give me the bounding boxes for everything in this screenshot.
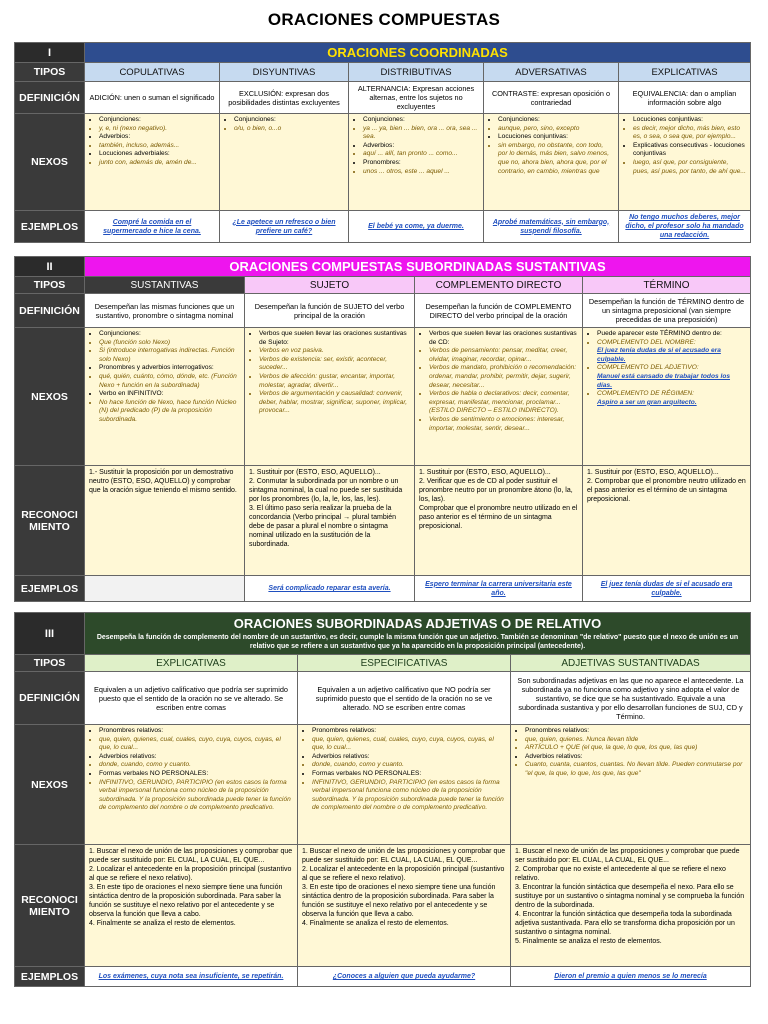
def-cell: Desempeñan la función de SUJETO del verbo principal de la oración: [245, 294, 415, 328]
def-cell: Desempeñan las mismas funciones que un sustantivo, pronombre o sintagma nominal: [85, 294, 245, 328]
nexo-item: • Adverbios relativos:: [312, 753, 506, 762]
nexo-item: • Verbos que suelen llevar las oraciones sustantivas de Sujeto:: [259, 330, 410, 347]
nexo-item: • donde, cuando, como y cuanto.: [99, 761, 293, 770]
row-label-nexos: NEXOS: [15, 725, 85, 845]
row-label-definicion: DEFINICIÓN: [15, 82, 85, 114]
nexo-item: • Locuciones conjuntivas:: [633, 116, 746, 125]
section-coordinadas: [14, 42, 751, 243]
nexo-item: • Verbos que suelen llevar las oraciones sustantivas de CD:: [429, 330, 578, 347]
example-link[interactable]: El juez tenía dudas de si el acusado era culpable.: [597, 347, 721, 363]
nexos-cell: [85, 328, 245, 466]
row-label-definicion: DEFINICIÓN: [15, 672, 85, 725]
def-cell: ALTERNANCIA: Expresan acciones alternas, entre los sujetos no excluyentes: [349, 82, 484, 114]
def-cell: EXCLUSIÓN: expresan dos posibilidades distintas excluyentes: [220, 82, 349, 114]
nexo-item: • Adverbios relativos:: [525, 753, 746, 762]
nexo-item: • INFINITIVO, GERUNDIO, PARTICIPIO (en estos casos la forma verbal impersonal funciona como núcleo de la proposición subordinada. Y la proposición subordinada puede tener la función de complemento del nombre o de complemento predicativo.: [312, 779, 506, 813]
nexo-item: • unos ... otros, este ... aquel ...: [363, 168, 479, 177]
nexo-item: • o/u, o bien, o...o: [234, 125, 344, 134]
def-cell: Desempeñan la función de TÉRMINO dentro de un sintagma preposicional (van siempre precedidas de una preposición): [583, 294, 751, 328]
example-link[interactable]: Espero terminar la carrera universitaria este año.: [415, 576, 583, 602]
nexo-item: • ARTÍCULO + QUE (el que, la que, lo que, los que, las que): [525, 744, 746, 753]
nexo-item: • Pronombres y adverbios interrogativos:: [99, 364, 240, 373]
nexos-cell: [349, 114, 484, 211]
nexo-item: • Que (función solo Nexo): [99, 339, 240, 348]
nexo-item: • Adverbios:: [363, 142, 479, 151]
nexo-item: • donde, cuando, como y cuanto.: [312, 761, 506, 770]
nexo-item: • Pronombres:: [363, 159, 479, 168]
nexo-item: • que, quien, quienes. Nunca llevan tilde: [525, 736, 746, 745]
example-link[interactable]: No tengo muchos deberes, mejor dicho, el profesor solo ha mandado una redacción.: [619, 211, 751, 243]
nexo-item: • INFINITIVO, GERUNDIO, PARTICIPIO (en estos casos la forma verbal impersonal funciona como núcleo de la proposición subordinada. Y la proposición subordinada puede tener la función de complemento del nombre o de complemento predicativo.: [99, 779, 293, 813]
page-title: ORACIONES COMPUESTAS: [267, 10, 501, 29]
nexo-item: • luego, así que, por consiguiente, pues, así pues, por tanto, de ahí que...: [633, 159, 746, 176]
nexo-item: • aquí ... allí, tan pronto ... como...: [363, 150, 479, 159]
row-label-nexos: NEXOS: [15, 328, 85, 466]
row-label-definicion: DEFINICIÓN: [15, 294, 85, 328]
example-link[interactable]: Aspiro a ser un gran arquitecto.: [597, 398, 697, 406]
example-link[interactable]: Aprobé matemáticas, sin embargo, suspendí filosofía.: [484, 211, 619, 243]
def-cell: Son subordinadas adjetivas en las que no aparece el antecedente. La subordinada ya no funciona como adjetivo y sino adopta el valor de sustantivo, se dice que se ha sustantivado. Equivale a una subordinada sustantiva y por ello desarrollan funciones de SUJ, CD y Término.: [511, 672, 751, 725]
rec-cell: 1. Sustituir por (ESTO, ESO, AQUELLO)... 2. Comprobar que el pronombre neutro utilizado en el paso anterior es el término de un sintagma preposicional.: [583, 466, 751, 576]
nexo-item: • Cuanto, cuanta, cuantos, cuantas. No llevan tilde. Pueden conmutarse por "el que, la que, lo que, los que, las que": [525, 761, 746, 778]
row-label-ejemplos: EJEMPLOS: [15, 211, 85, 243]
nexo-item: • Verbos de habla o declarativos: decir, comentar, expresar, manifestar, mencionar, proclamar... (ESTILO DIRECTO – ESTILO INDIRECTO).: [429, 390, 578, 416]
section-heading: ORACIONES COMPUESTAS SUBORDINADAS SUSTANTIVAS: [85, 257, 751, 277]
nexo-item: • Locuciones adverbiales:: [99, 150, 215, 159]
nexo-item: • qué, quién, cuánto, cómo, dónde, etc. (Función Nexo + función en la subordinada): [99, 373, 240, 390]
nexo-item: • Conjunciones:: [498, 116, 614, 125]
nexo-item: • Puede aparecer este TÉRMINO dentro de:: [597, 330, 746, 339]
section-sustantivas: [14, 256, 751, 602]
row-label-ejemplos: EJEMPLOS: [15, 576, 85, 602]
nexo-item: • COMPLEMENTO DE RÉGIMEN:: [597, 390, 746, 399]
nexos-cell: [245, 328, 415, 466]
section-heading-title: ORACIONES SUBORDINADAS ADJETIVAS O DE RELATIVO: [233, 616, 602, 631]
nexos-cell: [619, 114, 751, 211]
section-heading: [85, 613, 751, 655]
def-cell: ADICIÓN: unen o suman el significado: [85, 82, 220, 114]
nexo-item: • Formas verbales NO PERSONALES:: [99, 770, 293, 779]
label-line: MIENTO: [29, 905, 70, 918]
nexo-item: • Si (introduce interrogativas indirectas. Función solo Nexo): [99, 347, 240, 364]
nexo-item: • y, e, ni (nexo negativo).: [99, 125, 215, 134]
nexos-cell: [85, 725, 298, 845]
nexo-item: • Locuciones conjuntivas:: [498, 133, 614, 142]
rec-cell: 1. Buscar el nexo de unión de las proposiciones y comprobar que puede ser sustituido por: EL CUAL, LA CUAL, EL QUE... 2. Comprobar que no existe el antecedente al que se refiere el nexo relativo. 3. Encontrar la función sintáctica que desempeña el nexo. Para ello se sustituye por un sustantivo o sintagma nominal y se comprueba la función dentro de la subordinada. 4. Encontrar la función sintáctica que desempeña toda la subordinada adjetiva sustantivada. Para ello se transforma dicha proposición por un sustantivo o sintagma nominal. 5. Finalmente se analiza el resto de elementos.: [511, 845, 751, 967]
example-empty: [85, 576, 245, 602]
nexo-item: • Verbos de mandato, prohibición o recomendación: ordenar, mandar, prohibir, permitir, dejar, sugerir, desear, necesitar...: [429, 364, 578, 390]
def-cell: Equivalen a un adjetivo calificativo que NO podría ser suprimido puesto que el sentido de la oración no se ve alterado. NO se escriben entre comas: [298, 672, 511, 725]
nexo-item: • aunque, pero, sino, excepto: [498, 125, 614, 134]
nexos-cell: [484, 114, 619, 211]
nexos-cell: [85, 114, 220, 211]
nexo-item: • Explicativas consecutivas - locuciones conjuntivas: [633, 142, 746, 159]
nexo-item: • COMPLEMENTO DEL NOMBRE:: [597, 339, 746, 348]
def-cell: Equivalen a un adjetivo calificativo que podría ser suprimido puesto que el sentido de la oración no se ve alterado. Se escriben entre comas: [85, 672, 298, 725]
nexo-item: • Conjunciones:: [99, 330, 240, 339]
nexo-item: • Formas verbales NO PERSONALES:: [312, 770, 506, 779]
section-number: I: [15, 43, 85, 63]
nexo-item: • Verbos de afección: gustar, encantar, importar, molestar, agradar, divertir...: [259, 373, 410, 390]
nexo-item: • Verbo en INFINITIVO:: [99, 390, 240, 399]
nexo-item: • No hace función de Nexo, hace función Núcleo (N) del predicado (P) de la proposición subordinada.: [99, 399, 240, 425]
row-label-tipos: TIPOS: [15, 63, 85, 82]
nexo-item: • Conjunciones:: [234, 116, 344, 125]
section-description: Desempeña la función de complemento del nombre de un sustantivo, es decir, cumple la misma función que un adjetivo. También se denominan "de relativo" puesto que el nexo de unión es un relativo que se refiere a un sustantivo que ya ha aparecido en la proposición principal (antecedente).: [96, 634, 739, 650]
example-link[interactable]: Será complicado reparar esta avería.: [245, 576, 415, 602]
rec-cell: 1. Buscar el nexo de unión de las proposiciones y comprobar que puede ser sustituido por: EL CUAL, LA CUAL, EL QUE... 2. Localizar el antecedente en la proposición principal (sustantivo al que se refiere el nexo relativo). 3. En este tipo de oraciones el nexo siempre tiene una función sintáctica dentro de la proposición subordinada. Para saber la función se sustituye el nexo relativo por el antecedente y se observa la función que lleva a cabo. 4. Finalmente se analiza el resto de elementos.: [298, 845, 511, 967]
tipo-disyuntivas: DISYUNTIVAS: [220, 63, 349, 82]
nexo-item: • Verbos de argumentación y causalidad: convenir, deber, hablar, mostrar, significar, suponer, implicar, provocar...: [259, 390, 410, 416]
tipo-explicativas: EXPLICATIVAS: [85, 655, 298, 672]
nexo-item: • que, quien, quienes, cual, cuales, cuyo, cuya, cuyos, cuyas, el que, lo cual...: [99, 736, 293, 753]
example-link[interactable]: El juez tenía dudas de si el acusado era culpable.: [583, 576, 751, 602]
nexo-item: • Verbos de existencia: ser, existir, acontecer, suceder...: [259, 356, 410, 373]
nexo-item: • ya ... ya, bien ... bien, ora ... ora, sea ... sea.: [363, 125, 479, 142]
nexos-cell: [511, 725, 751, 845]
nexo-item: • Pronombres relativos:: [525, 727, 746, 736]
tipo-distributivas: DISTRIBUTIVAS: [349, 63, 484, 82]
tipo-sustantivas: SUSTANTIVAS: [85, 277, 245, 294]
nexos-cell: [298, 725, 511, 845]
row-label-ejemplos: EJEMPLOS: [15, 967, 85, 987]
nexo-item: • junto con, además de, amén de...: [99, 159, 215, 168]
nexo-item: • Conjunciones:: [363, 116, 479, 125]
rec-cell: 1. Buscar el nexo de unión de las proposiciones y comprobar que puede ser sustituido por: EL CUAL, LA CUAL, EL QUE... 2. Localizar el antecedente en la proposición principal (sustantivo al que se refiere el nexo relativo). 3. En este tipo de oraciones el nexo siempre tiene una función sintáctica dentro de la proposición subordinada. Para saber la función se sustituye el nexo relativo por el antecedente y se observa la función que lleva a cabo. 4. Finalmente se analiza el resto de elementos.: [85, 845, 298, 967]
row-label-reconocimiento: [15, 466, 85, 576]
row-label-reconocimiento: [15, 845, 85, 967]
example-link[interactable]: Dieron el premio a quien menos se lo merecía: [511, 967, 751, 987]
nexo-item: • Conjunciones:: [99, 116, 215, 125]
example-link[interactable]: Compré la comida en el supermercado e hice la cena.: [85, 211, 220, 243]
example-link[interactable]: El bebé ya come, ya duerme.: [349, 211, 484, 243]
example-link[interactable]: ¿Conoces a alguien que pueda ayudarme?: [298, 967, 511, 987]
nexo-item: • es decir, mejor dicho, más bien, esto es, o sea, o sea que, por ejemplo...: [633, 125, 746, 142]
tipo-especificativas: ESPECIFICATIVAS: [298, 655, 511, 672]
tipo-adjetivas-sustantivadas: ADJETIVAS SUSTANTIVADAS: [511, 655, 751, 672]
row-label-nexos: NEXOS: [15, 114, 85, 211]
nexo-item: • sin embargo, no obstante, con todo, por lo demás, más bien, salvo menos, que no, ahora bien, ahora que, por el contrario, en cambio, mientras que: [498, 142, 614, 176]
example-link[interactable]: Manuel está cansado de trabajar todos los días.: [597, 372, 731, 389]
tipo-complemento-directo: COMPLEMENTO DIRECTO: [415, 277, 583, 294]
nexo-item: • Adverbios relativos:: [99, 753, 293, 762]
section-number: III: [15, 613, 85, 655]
nexos-cell: [415, 328, 583, 466]
nexo-item: • también, incluso, además...: [99, 142, 215, 151]
nexo-item: • Verbos en voz pasiva.: [259, 347, 410, 356]
tipo-sujeto: SUJETO: [245, 277, 415, 294]
def-cell: CONTRASTE: expresan oposición o contrariedad: [484, 82, 619, 114]
section-heading: ORACIONES COORDINADAS: [85, 43, 751, 63]
nexo-item: • que, quien, quienes, cual, cuales, cuyo, cuya, cuyos, cuyas, el que, lo cual...: [312, 736, 506, 753]
section-adjetivas: [14, 612, 751, 987]
nexos-cell: [220, 114, 349, 211]
rec-cell: 1.- Sustituir la proposición por un demostrativo neutro (ESTO, ESO, AQUELLO) y comprobar que la oración sigue teniendo el mismo sentido.: [85, 466, 245, 576]
row-label-tipos: TIPOS: [15, 277, 85, 294]
nexos-cell: [583, 328, 751, 466]
nexo-item: • COMPLEMENTO DEL ADJETIVO:: [597, 364, 746, 373]
nexo-item: • Adverbios:: [99, 133, 215, 142]
tipo-explicativas: EXPLICATIVAS: [619, 63, 751, 82]
label-line: RECONOCI: [21, 508, 78, 521]
def-cell: Desempeñan la función de COMPLEMENTO DIRECTO del verbo principal de la oración: [415, 294, 583, 328]
nexo-item: • Pronombres relativos:: [312, 727, 506, 736]
tipo-adversativas: ADVERSATIVAS: [484, 63, 619, 82]
row-label-tipos: TIPOS: [15, 655, 85, 672]
tipo-termino: TÉRMINO: [583, 277, 751, 294]
label-line: MIENTO: [29, 520, 70, 533]
section-number: II: [15, 257, 85, 277]
nexo-item: • Verbos de sentimiento o emociones: interesar, importar, molestar, sentir, desear...: [429, 416, 578, 433]
nexo-item: • Pronombres relativos:: [99, 727, 293, 736]
example-link[interactable]: ¿Le apetece un refresco o bien prefiere un café?: [220, 211, 349, 243]
nexo-item: • Verbos de pensamiento: pensar, meditar, creer, olvidar, imaginar, recordar, opinar...: [429, 347, 578, 364]
example-link[interactable]: Los exámenes, cuya nota sea insuficiente, se repetirán.: [85, 967, 298, 987]
def-cell: EQUIVALENCIA: dan o amplían información sobre algo: [619, 82, 751, 114]
rec-cell: 1. Sustituir por (ESTO, ESO, AQUELLO)... 2. Verificar que es de CD al poder sustituir el pronombre neutro por un pronombre átono (lo, la, los, las). Comprobar que el pronombre neutro utilizado en el paso anterior es el término de un sintagma preposicional.: [415, 466, 583, 576]
label-line: RECONOCI: [21, 893, 78, 906]
tipo-copulativas: COPULATIVAS: [85, 63, 220, 82]
rec-cell: 1. Sustituir por (ESTO, ESO, AQUELLO)... 2. Conmutar la subordinada por un nombre o un sintagma nominal, la cual no puede ser sustituida por los pronombres (lo, la, le, los, las, les). 3. El último paso sería realizar la prueba de la concordancia (Verbo principal → plural también debe de pasar a plural el nombre o sintagma nominal utilizado en la sustitución de la subordinada.: [245, 466, 415, 576]
